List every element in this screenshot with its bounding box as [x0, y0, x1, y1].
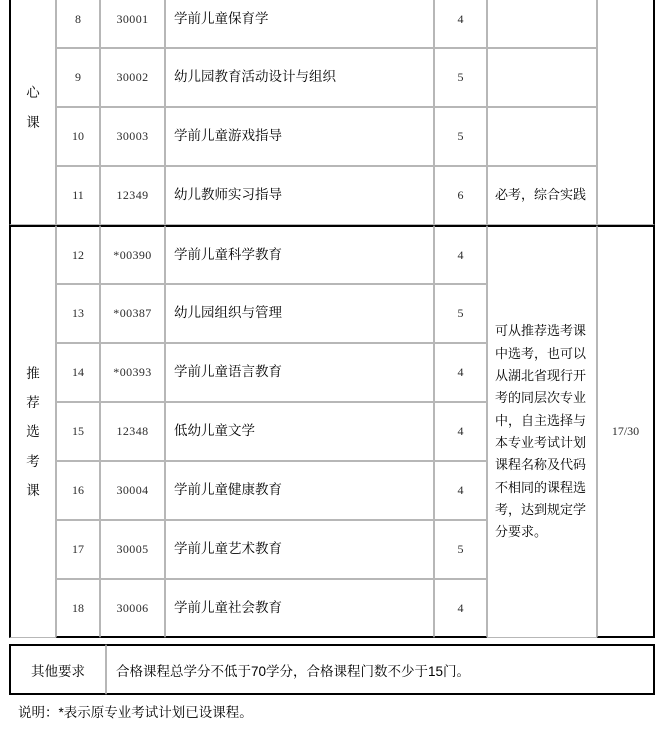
course-credits: 5	[434, 48, 487, 107]
course-name: 学前儿童语言教育	[165, 343, 434, 402]
course-code: *00390	[100, 225, 165, 284]
course-code: 30002	[100, 48, 165, 107]
row-index: 15	[56, 402, 100, 461]
table-row	[9, 107, 655, 166]
course-credits: 5	[434, 520, 487, 579]
requirement-label: 其他要求	[9, 644, 106, 695]
course-code: *00393	[100, 343, 165, 402]
course-name: 学前儿童游戏指导	[165, 107, 434, 166]
course-credits: 4	[434, 343, 487, 402]
row-index: 13	[56, 284, 100, 343]
course-name: 学前儿童社会教育	[165, 579, 434, 638]
course-code: 30003	[100, 107, 165, 166]
row-index: 16	[56, 461, 100, 520]
row-index: 17	[56, 520, 100, 579]
course-name: 低幼儿童文学	[165, 402, 434, 461]
section-remark-elective: 可从推荐选考课中选考，也可以从湖北省现行开考的同层次专业中，自主选择与本专业考试计划课程名称及代码不相同的课程选考，达到规定学分要求。	[487, 225, 597, 638]
table-row	[9, 644, 655, 695]
course-name: 幼儿园组织与管理	[165, 284, 434, 343]
course-name: 学前儿童保育学	[165, 0, 434, 48]
category-label-elective: 推荐选考课	[26, 366, 40, 498]
row-index: 10	[56, 107, 100, 166]
course-name: 学前儿童科学教育	[165, 225, 434, 284]
table-row	[9, 166, 655, 225]
course-credits: 4	[434, 225, 487, 284]
category-label-core: 心课	[26, 85, 40, 130]
row-index: 14	[56, 343, 100, 402]
footnote: 说明：*表示原专业考试计划已设课程。	[18, 705, 253, 720]
course-credits: 4	[434, 0, 487, 48]
course-credits: 4	[434, 579, 487, 638]
course-plan-table	[9, 0, 655, 638]
section-total-elective: 17/30	[597, 225, 655, 638]
course-code: 30005	[100, 520, 165, 579]
course-name: 幼儿园教育活动设计与组织	[165, 48, 434, 107]
course-credits: 4	[434, 461, 487, 520]
course-remark	[487, 48, 597, 107]
course-name: 学前儿童艺术教育	[165, 520, 434, 579]
course-remark	[487, 107, 597, 166]
course-name: 学前儿童健康教育	[165, 461, 434, 520]
row-index: 9	[56, 48, 100, 107]
table-row	[9, 225, 655, 284]
course-code: *00387	[100, 284, 165, 343]
row-index: 11	[56, 166, 100, 225]
course-credits: 5	[434, 284, 487, 343]
course-credits: 5	[434, 107, 487, 166]
course-name: 幼儿教师实习指导	[165, 166, 434, 225]
course-remark: 必考，综合实践	[487, 166, 597, 225]
course-code: 30006	[100, 579, 165, 638]
requirement-value: 合格课程总学分不低于70学分，合格课程门数不少于15门。	[106, 644, 655, 695]
section-total-core	[597, 0, 655, 225]
row-index: 8	[56, 0, 100, 48]
table-row	[9, 0, 655, 48]
course-code: 30004	[100, 461, 165, 520]
other-requirement-table	[9, 644, 655, 695]
table-row	[9, 48, 655, 107]
row-index: 12	[56, 225, 100, 284]
course-remark	[487, 0, 597, 48]
course-credits: 4	[434, 402, 487, 461]
category-cell-elective	[9, 225, 56, 638]
course-code: 30001	[100, 0, 165, 48]
course-code: 12349	[100, 166, 165, 225]
category-cell-core	[9, 0, 56, 225]
course-credits: 6	[434, 166, 487, 225]
row-index: 18	[56, 579, 100, 638]
course-code: 12348	[100, 402, 165, 461]
